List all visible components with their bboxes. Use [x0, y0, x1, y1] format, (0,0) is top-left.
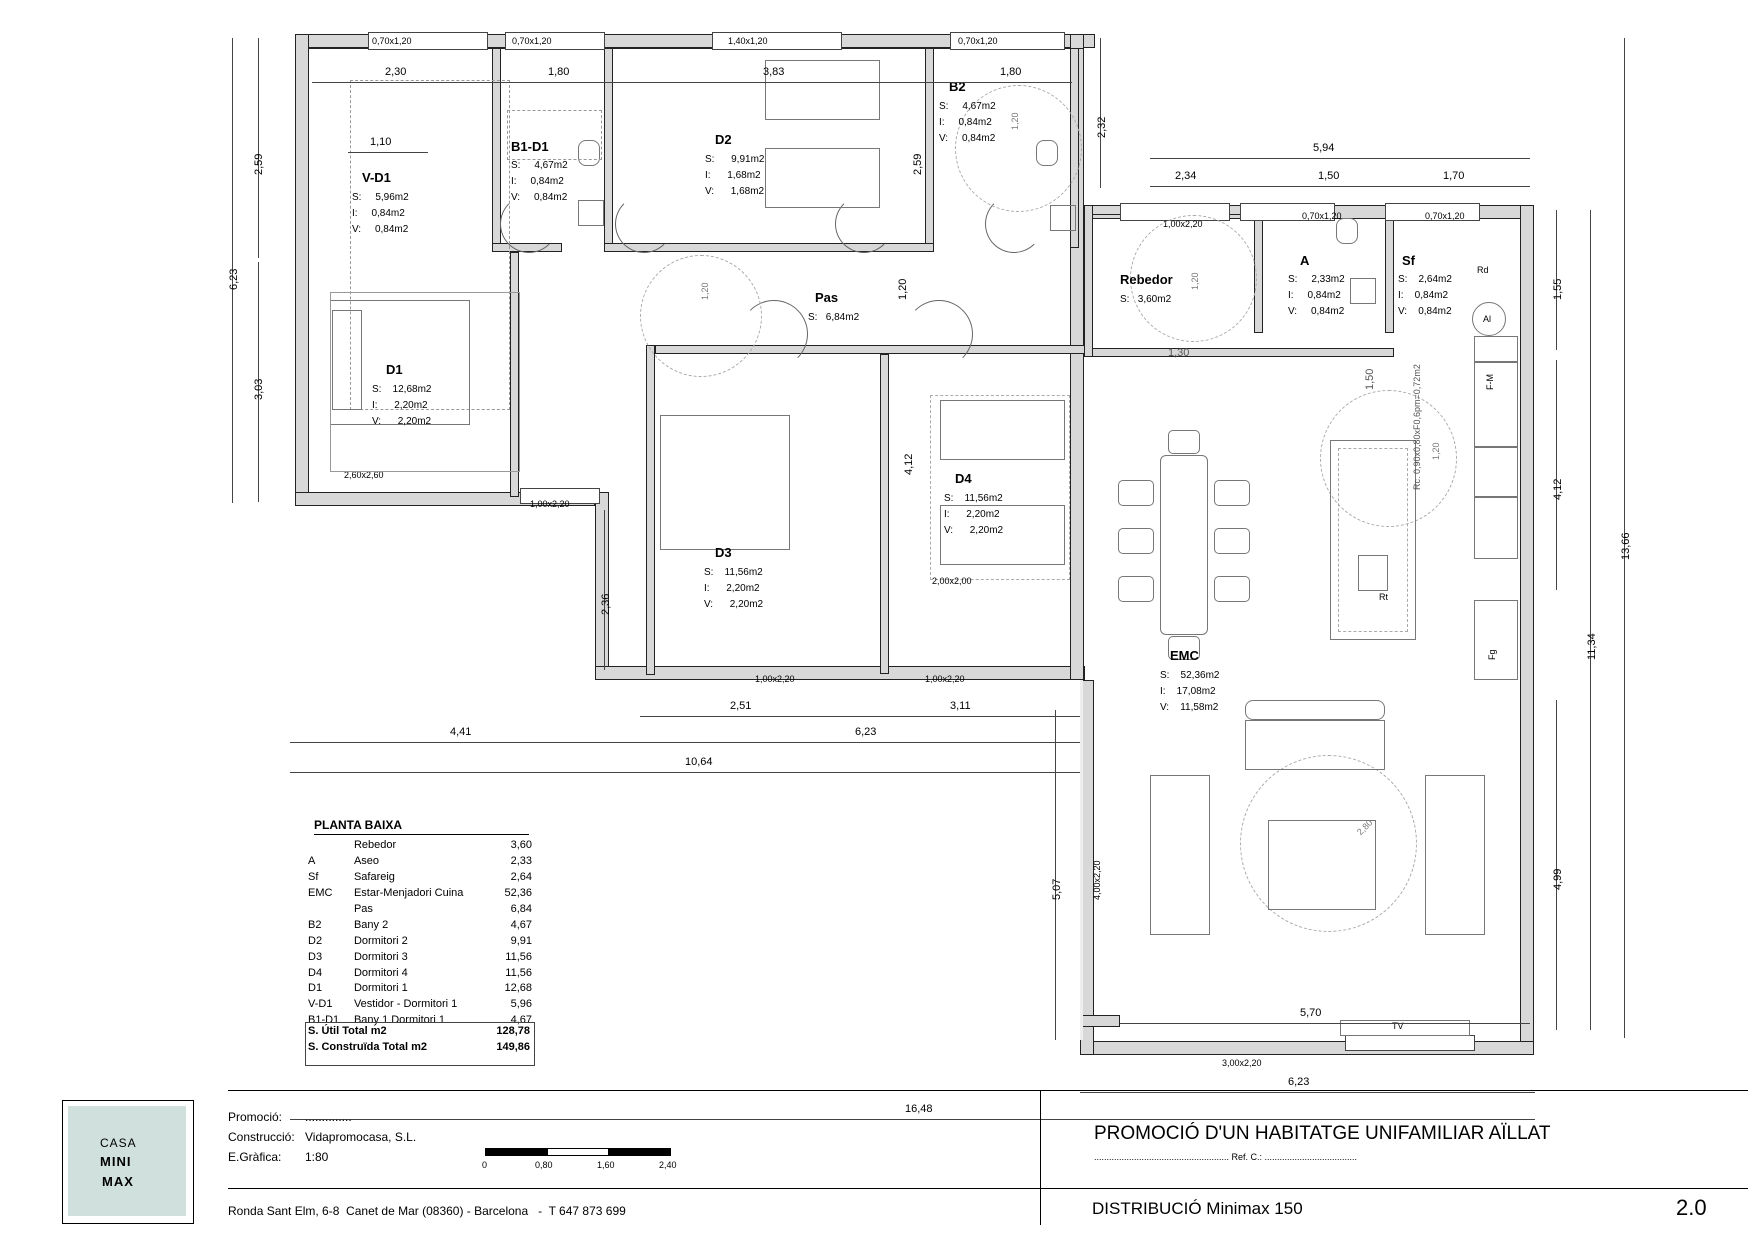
dim-emc-507: 5,07	[1051, 878, 1063, 900]
room-label-pas: Pas	[815, 290, 839, 305]
room-label-b1d1: B1-D1	[511, 139, 549, 154]
row-name: Vestidor - Dormitori 1	[353, 998, 458, 1011]
dining-chair-5	[1214, 528, 1250, 554]
dim-bottom-311: 3,11	[950, 700, 971, 712]
dim-right-col-1134: 11,34	[1586, 633, 1598, 660]
construccio-value: Vidapromocasa, S.L.	[305, 1130, 417, 1144]
door-label-side: 4,00x2,20	[1092, 860, 1102, 900]
room-label-rebedor: Rebedor	[1120, 272, 1173, 287]
room-d3-s: S: 11,56m2	[704, 567, 763, 578]
sheet-title: DISTRIBUCIÓ Minimax 150	[1092, 1199, 1303, 1218]
wall-partition-d3-d4	[880, 354, 889, 674]
door-label-d4: 1,00x2,20	[925, 674, 965, 684]
dim-swing-b2: 1,20	[1010, 112, 1020, 130]
table-row	[305, 854, 535, 870]
room-b2-i: I: 0,84m2	[939, 117, 992, 128]
room-d3-i: I: 2,20m2	[704, 583, 760, 594]
room-vd1-s: S: 5,96m2	[352, 192, 409, 203]
wall-exterior-bottom-mid	[595, 666, 1085, 680]
room-label-emc: EMC	[1170, 648, 1199, 663]
room-sf-i: I: 0,84m2	[1398, 290, 1449, 301]
table-row	[305, 870, 535, 886]
logo-line2: MINI	[100, 1154, 132, 1169]
row-code: EMC	[308, 886, 333, 899]
door-label-d3: 1,00x2,20	[755, 674, 795, 684]
scale-tick-3: 2,40	[659, 1160, 677, 1170]
areas-table	[305, 838, 535, 1029]
sofa-top-back	[1245, 700, 1385, 720]
wall-rebedor-left	[1084, 205, 1093, 357]
scale-tick-1: 0,80	[535, 1160, 553, 1170]
row-area: 4,67	[510, 918, 532, 931]
window-label-3: 1,40x1,20	[728, 36, 768, 46]
room-vd1-v: V: 0,84m2	[352, 224, 409, 235]
total-area: 128,78	[496, 1025, 530, 1037]
construccio-label: Construcció:	[228, 1130, 295, 1144]
room-rebedor-s: S: 3,60m2	[1120, 294, 1172, 305]
sofa-right	[1425, 775, 1485, 935]
dim-bottom-570: 5,70	[1300, 1007, 1322, 1019]
dim-right-col-499: 4,99	[1552, 868, 1564, 890]
room-label-sf: Sf	[1402, 253, 1415, 268]
wall-partition-d3-left	[646, 345, 655, 675]
dim-line-bottom-3	[290, 772, 1080, 773]
wall-rebedor-bottom	[1084, 348, 1394, 357]
row-code: Sf	[308, 870, 319, 883]
logo-line3: MAX	[102, 1174, 134, 1189]
b1d1-sink	[578, 200, 604, 226]
row-name: Aseo	[353, 854, 380, 867]
table-row	[305, 997, 535, 1013]
row-code: A	[308, 854, 316, 867]
dim-line-total	[290, 1119, 1535, 1120]
kitchen-counter-right-4	[1474, 600, 1518, 680]
dim-top-3: 3,83	[763, 66, 785, 78]
window-label-rebedor: 1,00x2,20	[1163, 219, 1203, 229]
kitchen-counter-right-2	[1474, 447, 1518, 497]
dim-left-623: 6,23	[228, 268, 240, 290]
appliance-rt-label: Rt	[1379, 592, 1388, 602]
dim-living-280: 2,80	[1355, 817, 1375, 838]
table-row-total	[305, 1040, 533, 1056]
room-label-b2: B2	[949, 79, 966, 94]
table-row-total	[305, 1024, 533, 1040]
dim-top-1: 2,30	[385, 66, 407, 78]
door-label-d1: 1,00x2,20	[530, 499, 570, 509]
row-name: Rebedor	[353, 839, 397, 851]
room-emc-v: V: 11,58m2	[1160, 702, 1219, 713]
dining-chair-3	[1118, 576, 1154, 602]
room-a-s: S: 2,33m2	[1288, 274, 1345, 285]
promocio-value: ..............	[305, 1110, 352, 1124]
d1-area-box	[330, 292, 520, 472]
dim-b2-259: 2,59	[912, 153, 924, 175]
dim-line-right-499	[1556, 700, 1557, 1030]
wall-partition-b1d1-right	[604, 48, 613, 248]
room-d2-v: V: 1,68m2	[705, 186, 765, 197]
dim-bottom-623: 6,23	[855, 726, 877, 738]
kitchen-island-inner	[1338, 448, 1408, 632]
titleblock-top-rule	[228, 1090, 1748, 1091]
row-name: Estar-Menjadori Cuina	[353, 886, 464, 899]
row-code: B2	[308, 918, 322, 931]
tv-label: TV	[1392, 1021, 1404, 1031]
table-row	[305, 950, 535, 966]
b2-wc	[1036, 140, 1058, 166]
dim-swing-rebedor: 1,20	[1190, 272, 1200, 290]
row-area: 3,60	[510, 839, 532, 851]
swing-circle-pas	[640, 255, 762, 377]
table-row	[305, 902, 535, 918]
dim-vd1-110: 1,10	[370, 136, 392, 148]
wall-exterior-emc-right	[1520, 205, 1534, 1055]
scale-tick-0: 0	[482, 1160, 488, 1170]
room-d3-v: V: 2,20m2	[704, 599, 764, 610]
dining-table	[1160, 455, 1208, 635]
address-line: Ronda Sant Elm, 6-8 Canet de Mar (08360) - Barcelona - T 647 873 699	[228, 1204, 626, 1218]
window-label-4: 0,70x1,20	[958, 36, 998, 46]
total-name: S. Construïda Total m2	[308, 1040, 427, 1053]
room-a-i: I: 0,84m2	[1288, 290, 1341, 301]
dim-top-4: 1,80	[1000, 66, 1022, 78]
total-name: S. Útil Total m2	[308, 1025, 387, 1037]
wall-terrace-bottom-left	[1080, 1015, 1120, 1027]
row-name: Safareig	[353, 870, 395, 883]
project-title: PROMOCIÓ D'UN HABITATGE UNIFAMILIAR AÏLLAT	[1094, 1123, 1551, 1144]
table-row	[305, 886, 535, 902]
wall-exterior-left	[295, 34, 309, 506]
dim-line-bottom-623r	[1080, 1092, 1535, 1093]
window-label-emc-1: 0,70x1,20	[1302, 211, 1342, 221]
room-emc-s: S: 52,36m2	[1160, 670, 1220, 681]
totals-table-body	[305, 1024, 533, 1056]
d4-box	[930, 395, 1070, 580]
row-area: 2,64	[510, 870, 532, 883]
table-row	[305, 934, 535, 950]
row-area: 4,67	[510, 1014, 532, 1027]
dim-inner-412: 4,12	[903, 453, 915, 475]
dim-right-232: 2,32	[1096, 116, 1108, 138]
row-code: V-D1	[308, 998, 333, 1011]
row-code: B1-D1	[308, 1014, 340, 1027]
row-code: D1	[308, 982, 323, 995]
kitchen-counter-top	[1474, 336, 1518, 362]
row-area: 5,96	[510, 998, 532, 1011]
dim-line-left-3	[604, 510, 605, 670]
dim-left-303: 3,03	[253, 378, 265, 400]
room-a-v: V: 0,84m2	[1288, 306, 1345, 317]
door-label-terrace: 3,00x2,20	[1222, 1058, 1262, 1068]
dining-chair-1	[1118, 480, 1154, 506]
row-code: D3	[308, 950, 323, 963]
dim-right-234: 2,34	[1175, 170, 1197, 182]
wall-partition-d2-right	[925, 48, 934, 248]
window-label-1: 0,70x1,20	[372, 36, 412, 46]
dim-bottom-623r: 6,23	[1288, 1076, 1310, 1088]
dining-chair-head-1	[1168, 430, 1200, 454]
row-area: 52,36	[504, 886, 532, 899]
room-d2-i: I: 1,68m2	[705, 170, 761, 181]
dim-swing-pas: 1,20	[700, 282, 710, 300]
row-name: Bany 2	[353, 918, 389, 931]
room-b1d1-v: V: 0,84m2	[511, 192, 568, 203]
sheet-number: 2.0	[1676, 1195, 1707, 1220]
dining-chair-6	[1214, 576, 1250, 602]
areas-table-body	[305, 838, 535, 1029]
dim-right-170: 1,70	[1443, 170, 1465, 182]
room-b2-s: S: 4,67m2	[939, 101, 996, 112]
scale-segment-1	[485, 1148, 547, 1156]
room-d4-s: S: 11,56m2	[944, 493, 1003, 504]
row-area: 9,91	[510, 934, 532, 947]
row-area: 2,33	[510, 854, 532, 867]
dim-line-top	[312, 82, 1072, 83]
appliance-fg-label: Fg	[1487, 649, 1497, 660]
dim-right-col-412: 4,12	[1552, 478, 1564, 500]
room-b1d1-s: S: 4,67m2	[511, 160, 568, 171]
row-area: 6,84	[510, 902, 532, 915]
table-title-rule	[314, 834, 529, 835]
room-sf-s: S: 2,64m2	[1398, 274, 1452, 285]
dim-line-b2-right	[1100, 38, 1101, 188]
appliance-fm-label: F-M	[1485, 374, 1495, 390]
table-row	[305, 838, 535, 854]
room-d1-s: S: 12,68m2	[372, 384, 432, 395]
room-label-vd1: V-D1	[362, 170, 391, 185]
door-swing-d4	[905, 300, 973, 368]
door-swing-b1d1	[615, 195, 673, 253]
dim-bottom-441: 4,41	[450, 726, 472, 738]
row-name: Pas	[353, 902, 373, 915]
dim-pas-130: 1,30	[1168, 347, 1190, 359]
table-row	[305, 966, 535, 982]
row-area: 11,56	[505, 950, 532, 963]
room-d2-s: S: 9,91m2	[705, 154, 765, 165]
wall-exterior-left-lower	[595, 492, 609, 680]
dim-line-right-sub	[1150, 186, 1530, 187]
dim-pas-120: 1,20	[897, 278, 909, 300]
row-name: Dormitori 2	[353, 934, 408, 947]
dim-line-right-1134	[1590, 210, 1591, 1030]
room-label-a: A	[1300, 253, 1310, 268]
room-pas-s: S: 6,84m2	[808, 312, 860, 323]
room-label-d4: D4	[955, 471, 972, 486]
dim-line-right-412	[1556, 360, 1557, 590]
vd1-box-label: 2,60x2,60	[344, 470, 384, 480]
dim-swing-cuina: 1,20	[1431, 442, 1441, 460]
row-area: 11,56	[505, 966, 532, 979]
b2-sink	[1050, 205, 1076, 231]
table-row	[305, 981, 535, 997]
table-title: PLANTA BAIXA	[314, 818, 402, 832]
d3-bed	[660, 415, 790, 550]
kitchen-closet-note: Rc. 0,90x0,80xF0,6pm=0,72m2	[1412, 364, 1422, 490]
room-emc-i: I: 17,08m2	[1160, 686, 1216, 697]
window-label-emc-2: 0,70x1,20	[1425, 211, 1465, 221]
titleblock-divider	[1040, 1090, 1041, 1225]
aseo-wc	[1336, 218, 1358, 244]
kitchen-counter-right-3	[1474, 497, 1518, 559]
dim-total-1648: 16,48	[905, 1103, 933, 1115]
row-code: D2	[308, 934, 323, 947]
dim-top-2: 1,80	[548, 66, 570, 78]
room-d1-i: I: 2,20m2	[372, 400, 428, 411]
ref-line: ...................................................... Ref. C.: .....................................	[1094, 1152, 1358, 1162]
dim-line-vd1	[348, 152, 428, 153]
guide-vertical-block-split	[1080, 680, 1083, 1040]
dim-line-bottom-570	[1120, 1023, 1530, 1024]
room-b1d1-i: I: 0,84m2	[511, 176, 564, 187]
room-d4-v: V: 2,20m2	[944, 525, 1004, 536]
room-label-d1: D1	[386, 362, 403, 377]
row-code	[305, 838, 351, 854]
door-terrace-glass	[1345, 1035, 1475, 1051]
aseo-sink	[1350, 278, 1376, 304]
row-name: Dormitori 4	[353, 966, 408, 979]
dim-bottom-1064: 10,64	[685, 756, 713, 768]
escala-value: 1:80	[305, 1150, 329, 1164]
dim-bottom-251: 2,51	[730, 700, 752, 712]
sofa-left	[1150, 775, 1210, 935]
promocio-label: Promoció:	[228, 1110, 283, 1124]
appliance-al-label: Al	[1483, 314, 1492, 324]
dim-left-259: 2,59	[253, 153, 265, 175]
wall-aseo-right	[1385, 213, 1394, 333]
d4-box-label: 2,00x2,00	[932, 576, 972, 586]
appliance-rd-label: Rd	[1477, 265, 1489, 275]
room-label-d3: D3	[715, 545, 732, 560]
dim-right-594: 5,94	[1313, 142, 1335, 154]
logo-line1: CASA	[100, 1136, 137, 1150]
dim-line-bottom-1	[640, 716, 1080, 717]
kitchen-sink	[1358, 555, 1388, 591]
dim-line-bottom-2	[290, 742, 1080, 743]
dim-right-col-1366: 13,66	[1620, 532, 1632, 560]
dim-line-right-594	[1150, 158, 1530, 159]
window-label-2: 0,70x1,20	[512, 36, 552, 46]
dim-right-col-155: 1,55	[1552, 278, 1564, 300]
dim-line-emc-left-507	[1055, 710, 1056, 1040]
row-name: Dormitori 3	[353, 950, 408, 963]
total-area: 149,86	[496, 1040, 530, 1053]
dining-chair-4	[1214, 480, 1250, 506]
room-b2-v: V: 0,84m2	[939, 133, 996, 144]
dim-cuina-150: 1,50	[1364, 368, 1376, 390]
totals-table	[305, 1024, 533, 1056]
room-label-d2: D2	[715, 132, 732, 147]
row-name: Dormitori 1	[353, 982, 408, 995]
kitchen-counter-right-1	[1474, 362, 1518, 447]
row-area: 12,68	[504, 982, 532, 995]
scale-segment-3	[609, 1148, 671, 1156]
dim-right-150: 1,50	[1318, 170, 1340, 182]
escala-label: E.Gràfica:	[228, 1150, 282, 1164]
row-code	[305, 902, 351, 918]
room-d1-v: V: 2,20m2	[372, 416, 432, 427]
d2-bed-2	[765, 148, 880, 208]
row-name: Bany 1 Dormitori 1	[353, 1014, 446, 1027]
scale-tick-2: 1,60	[597, 1160, 615, 1170]
dim-left-236: 2,36	[600, 593, 612, 615]
room-sf-v: V: 0,84m2	[1398, 306, 1452, 317]
room-vd1-i: I: 0,84m2	[352, 208, 405, 219]
row-code: D4	[308, 966, 323, 979]
dining-chair-2	[1118, 528, 1154, 554]
dim-line-left-1	[258, 38, 259, 258]
room-d4-i: I: 2,20m2	[944, 509, 1000, 520]
table-row	[305, 918, 535, 934]
sofa-top-cushions	[1245, 720, 1385, 770]
scale-segment-2	[547, 1148, 609, 1156]
titleblock-mid-rule	[228, 1188, 1748, 1189]
